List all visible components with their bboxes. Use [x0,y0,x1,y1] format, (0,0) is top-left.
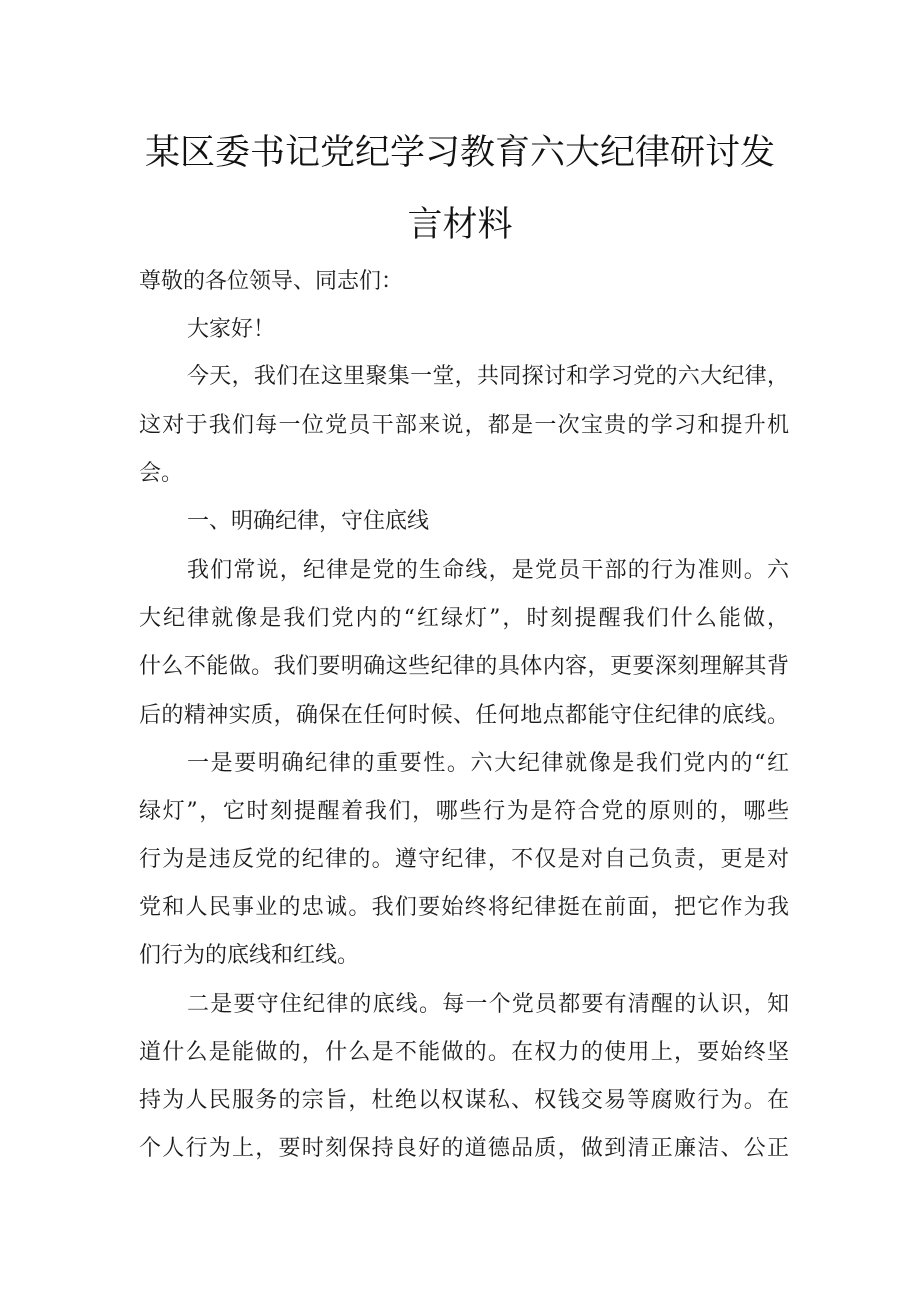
paragraph-line: 们行为的底线和红线。 [139,943,360,968]
paragraph-line: 绿灯”，它时刻提醒着我们，哪些行为是符合党的原则的，哪些 [139,799,789,824]
salutation: 尊敬的各位领导、同志们： [139,269,404,294]
paragraph-line: 个人行为上，要时刻保持良好的道德品质，做到清正廉洁、公正 [139,1136,789,1161]
paragraph-line: 行为是违反党的纪律的。遵守纪律，不仅是对自己负责，更是对 [139,847,789,872]
paragraph-line: 二是要守住纪律的底线。每一个党员都要有清醒的认识，知 [187,992,789,1017]
paragraph-line: 持为人民服务的宗旨，杜绝以权谋私、权钱交易等腐败行为。在 [139,1088,789,1113]
paragraph-line: 大纪律就像是我们党内的“红绿灯”，时刻提醒我们什么能做， [139,606,789,631]
paragraph-line: 这对于我们每一位党员干部来说，都是一次宝贵的学习和提升机 [139,413,789,438]
paragraph-line: 什么不能做。我们要明确这些纪律的具体内容，更要深刻理解其背 [139,654,789,679]
section-heading: 一、明确纪律，守住底线 [187,509,430,534]
document-title-line-2: 言材料 [407,205,513,245]
greeting: 大家好！ [187,317,276,342]
paragraph-line: 我们常说，纪律是党的生命线，是党员干部的行为准则。六 [187,558,789,583]
document-title-line-1: 某区委书记党纪学习教育六大纪律研讨发 [144,133,775,173]
paragraph-line: 后的精神实质，确保在任何时候、任何地点都能守住纪律的底线。 [139,703,789,728]
paragraph-line: 一是要明确纪律的重要性。六大纪律就像是我们党内的“红 [187,751,789,776]
paragraph-line: 会。 [139,461,184,486]
paragraph-line: 今天，我们在这里聚集一堂，共同探讨和学习党的六大纪律， [187,364,789,389]
paragraph-line: 党和人民事业的忠诚。我们要始终将纪律挺在前面，把它作为我 [139,895,789,920]
paragraph-line: 道什么是能做的，什么是不能做的。在权力的使用上，要始终坚 [139,1040,789,1065]
